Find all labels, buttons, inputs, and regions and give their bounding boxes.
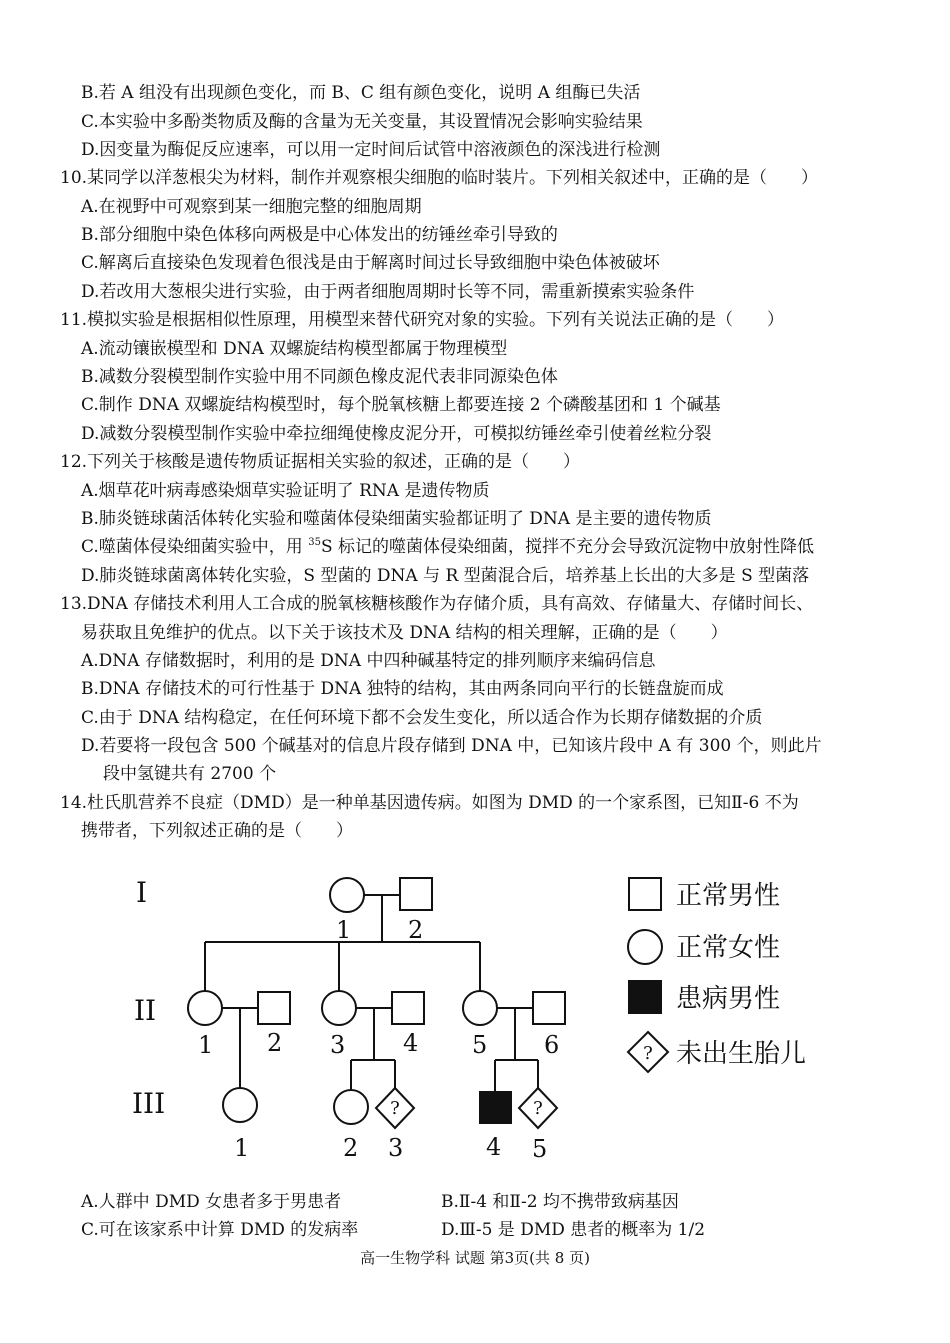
q10-option-d: D.若改用大葱根尖进行实验，由于两者细胞周期时长等不同，需重新摸索实验条件 [81, 282, 695, 302]
generation-label-I: I [136, 876, 148, 909]
label-III4: 4 [486, 1133, 502, 1161]
q10-option-b: B.部分细胞中染色体移向两极是中心体发出的纺锤丝牵引导致的 [81, 225, 558, 245]
q12-stem: 12.下列关于核酸是遗传物质证据相关实验的叙述，正确的是（ ） [60, 452, 581, 472]
III2-normal-female [334, 1090, 368, 1124]
III5-question-mark: ? [533, 1098, 543, 1119]
legend-square-icon [629, 878, 661, 910]
pedigree-chart [120, 860, 820, 1170]
label-II4: 4 [403, 1029, 419, 1057]
q10-stem: 10.某同学以洋葱根尖为材料，制作并观察根尖细胞的临时装片。下列相关叙述中，正确的是（ ） [60, 168, 819, 188]
q13-option-c: C.由于 DNA 结构稳定，在任何环境下都不会发生变化，所以适合作为长期存储数据的介质 [81, 708, 763, 728]
q12-option-b: B.肺炎链球菌活体转化实验和噬菌体侵染细菌实验都证明了 DNA 是主要的遗传物质 [81, 509, 712, 529]
legend-question-mark: ? [643, 1043, 653, 1064]
q14-stem-line1: 14.杜氏肌营养不良症（DMD）是一种单基因遗传病。如图为 DMD 的一个家系图，已知Ⅱ-6 不为 [60, 793, 799, 813]
q9-option-d: D.因变量为酶促反应速率，可以用一定时间后试管中溶液颜色的深浅进行检测 [81, 140, 661, 160]
q11-option-c: C.制作 DNA 双螺旋结构模型时，每个脱氧核糖上都要连接 2 个磷酸基团和 1 个碱基 [81, 395, 721, 415]
label-I2: 2 [408, 916, 424, 944]
isotope-superscript: 35 [308, 537, 321, 548]
q9-option-b: B.若 A 组没有出现颜色变化，而 B、C 组有颜色变化，说明 A 组酶已失活 [81, 83, 641, 103]
q14-option-a: A.人群中 DMD 女患者多于男患者 [81, 1192, 342, 1212]
q13-option-d-line1: D.若要将一段包含 500 个碱基对的信息片段存储到 DNA 中，已知该片段中 A 有 300 个，则此片 [81, 736, 822, 756]
II5-normal-female [463, 991, 497, 1025]
q12-option-c [81, 536, 814, 558]
label-II3: 3 [330, 1031, 346, 1059]
II4-normal-male [392, 992, 424, 1024]
III1-normal-female [223, 1088, 257, 1122]
generation-label-II: II [134, 994, 157, 1027]
q13-stem-line1: 13.DNA 存储技术利用人工合成的脱氧核糖核酸作为存储介质，具有高效、存储量大、存储时间长、 [60, 594, 814, 614]
q14-option-c: C.可在该家系中计算 DMD 的发病率 [81, 1220, 359, 1240]
legend-circle-icon [628, 930, 662, 964]
II3-normal-female [322, 991, 356, 1025]
II1-normal-female [188, 991, 222, 1025]
label-I1: 1 [336, 916, 352, 944]
label-III2: 2 [343, 1134, 359, 1162]
label-II1: 1 [198, 1031, 214, 1059]
q10-option-a: A.在视野中可观察到某一细胞完整的细胞周期 [81, 197, 422, 217]
q12-option-d: D.肺炎链球菌离体转化实验，S 型菌的 DNA 与 R 型菌混合后，培养基上长出的大多是 S 型菌落 [81, 566, 810, 586]
q14-option-b: B.Ⅱ-4 和Ⅱ-2 均不携带致病基因 [441, 1192, 679, 1212]
legend-normal-female: 正常女性 [676, 933, 781, 963]
generation-label-III: III [132, 1087, 166, 1120]
q14-option-d: D.Ⅲ-5 是 DMD 患者的概率为 1/2 [441, 1220, 706, 1240]
q11-option-b: B.减数分裂模型制作实验中用不同颜色橡皮泥代表非同源染色体 [81, 367, 558, 387]
legend-filled-square-icon [629, 981, 661, 1013]
III4-affected-male [480, 1092, 511, 1123]
q12-option-a: A.烟草花叶病毒感染烟草实验证明了 RNA 是遗传物质 [81, 481, 490, 501]
q10-option-c: C.解离后直接染色发现着色很浅是由于解离时间过长导致细胞中染色体被破坏 [81, 253, 660, 273]
q14-stem-line2: 携带者，下列叙述正确的是（ ） [81, 821, 353, 841]
II6-normal-male [533, 992, 565, 1024]
q13-option-b: B.DNA 存储技术的可行性基于 DNA 独特的结构，其由两条同向平行的长链盘旋而成 [81, 679, 724, 699]
label-II5: 5 [472, 1031, 488, 1059]
I2-normal-male [400, 878, 432, 910]
II2-normal-male [258, 992, 290, 1024]
I1-normal-female [330, 878, 364, 912]
q11-option-a: A.流动镶嵌模型和 DNA 双螺旋结构模型都属于物理模型 [81, 339, 508, 359]
q12-option-c-pre: C.噬菌体侵染细菌实验中，用 [81, 537, 309, 557]
page-footer: 高一生物学科 试题 第3页(共 8 页) [360, 1249, 590, 1267]
q11-option-d: D.减数分裂模型制作实验中牵拉细绳使橡皮泥分开，可模拟纺锤丝牵引使着丝粒分裂 [81, 424, 712, 444]
q13-option-a: A.DNA 存储数据时，利用的是 DNA 中四种碱基特定的排列顺序来编码信息 [81, 651, 656, 671]
III3-question-mark: ? [390, 1098, 400, 1119]
q9-option-c: C.本实验中多酚类物质及酶的含量为无关变量，其设置情况会影响实验结果 [81, 112, 643, 132]
q11-stem: 11.模拟实验是根据相似性原理，用模型来替代研究对象的实验。下列有关说法正确的是（ ） [60, 310, 785, 330]
q12-option-c-post: S 标记的噬菌体侵染细菌，搅拌不充分会导致沉淀物中放射性降低 [320, 537, 815, 557]
q13-option-d-line2: 段中氢键共有 2700 个 [103, 764, 277, 784]
label-III5: 5 [532, 1135, 548, 1163]
legend-affected-male: 患病男性 [676, 984, 781, 1014]
label-III3: 3 [388, 1134, 404, 1162]
legend-unborn: 未出生胎儿 [676, 1039, 807, 1069]
label-II2: 2 [267, 1029, 283, 1057]
label-III1: 1 [234, 1134, 250, 1162]
label-II6: 6 [544, 1031, 560, 1059]
legend-normal-male: 正常男性 [676, 881, 781, 911]
q13-stem-line2: 易获取且免维护的优点。以下关于该技术及 DNA 结构的相关理解，正确的是（ ） [81, 623, 728, 643]
